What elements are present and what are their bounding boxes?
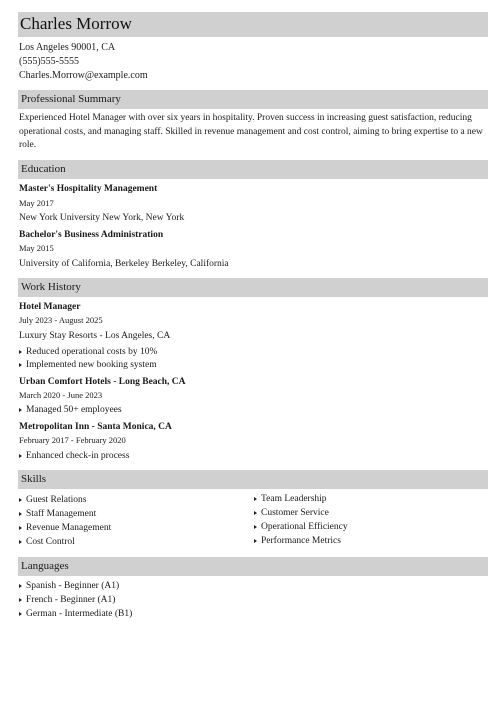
job-title: Urban Comfort Hotels - Long Beach, CA — [19, 377, 186, 387]
contact-address: Los Angeles 90001, CA — [19, 42, 116, 53]
education-date: May 2017 — [19, 198, 54, 208]
bullet-icon — [254, 511, 257, 515]
job-date: February 2017 - February 2020 — [19, 435, 126, 445]
bullet-icon — [19, 584, 22, 588]
bullet-icon — [19, 408, 22, 412]
education-school: New York University New York, New York — [19, 213, 185, 223]
section-header-work-history — [18, 278, 488, 297]
section-header-summary — [18, 90, 488, 109]
section-title: Skills — [21, 473, 47, 485]
name-header-bar — [18, 12, 488, 37]
bullet-icon — [19, 454, 22, 458]
bullet-icon — [19, 363, 22, 367]
bullet-icon — [19, 540, 22, 544]
job-title: Hotel Manager — [19, 302, 81, 312]
resume-page: Charles Morrow Los Angeles 90001, CA (555)555-5555 Charles.Morrow@example.com Professional Summary Experienced Hotel Manager with over six years in hospitality. Proven success in increasing guest satisfaction, reducing operational costs, and managing staff. Skilled in revenue management and cost control, aiming to bring expertise to a new role. Education Master's Hospitality Management May 2017 New York University New York, New York Bachelor's Business Administration May 2015 University of California, Berkeley Berkeley, California Work History Hotel Manager July 2023 - August 2025 Luxury Stay Resorts - Los Angeles, CA Reduced operational costs by 10% Implemented new booking system Urban Comfort Hotels - Long Beach, CA March 2020 - June 2023 Managed 50+ employees Metropolitan Inn - Santa Monica, CA February 2017 - February 2020 Enhanced check-in process Skills Guest Relations Staff Management Revenue Management Cost Control Team Leadership Customer Service Operational Efficiency Performance Metrics Languages Spanish - Beginner (A1) French - Beginner (A1) German - Intermediate (B1) — [0, 0, 500, 704]
bullet-icon — [254, 539, 257, 543]
education-degree: Master's Hospitality Management — [19, 184, 158, 194]
bullet-icon — [19, 350, 22, 354]
job-title: Metropolitan Inn - Santa Monica, CA — [19, 422, 172, 432]
bullet-icon — [254, 525, 257, 529]
section-title: Languages — [21, 560, 69, 572]
education-date: May 2015 — [19, 243, 54, 253]
bullet-icon — [19, 598, 22, 602]
job-date: July 2023 - August 2025 — [19, 315, 103, 325]
bullet-icon — [19, 526, 22, 530]
job-date: March 2020 - June 2023 — [19, 390, 103, 400]
section-header-skills — [18, 470, 488, 489]
section-title: Professional Summary — [21, 93, 121, 105]
candidate-name: Charles Morrow — [20, 14, 132, 33]
section-title: Education — [21, 163, 66, 175]
job-company: Luxury Stay Resorts - Los Angeles, CA — [19, 331, 171, 341]
section-header-languages — [18, 557, 488, 576]
education-school: University of California, Berkeley Berkeley, California — [19, 259, 229, 269]
section-title: Work History — [21, 281, 81, 293]
contact-email: Charles.Morrow@example.com — [19, 70, 148, 81]
education-degree: Bachelor's Business Administration — [19, 230, 164, 240]
bullet-icon — [19, 498, 22, 502]
bullet-icon — [19, 612, 22, 616]
bullet-icon — [254, 497, 257, 501]
summary-text: Experienced Hotel Manager with over six years in hospitality. Proven success in increasing guest satisfaction, reducing operational costs, and managing staff. Skilled in revenue management and cost control, aiming to bring expertise to a new role. — [19, 113, 483, 150]
section-header-education — [18, 160, 488, 179]
contact-phone: (555)555-5555 — [19, 56, 79, 67]
bullet-icon — [19, 512, 22, 516]
